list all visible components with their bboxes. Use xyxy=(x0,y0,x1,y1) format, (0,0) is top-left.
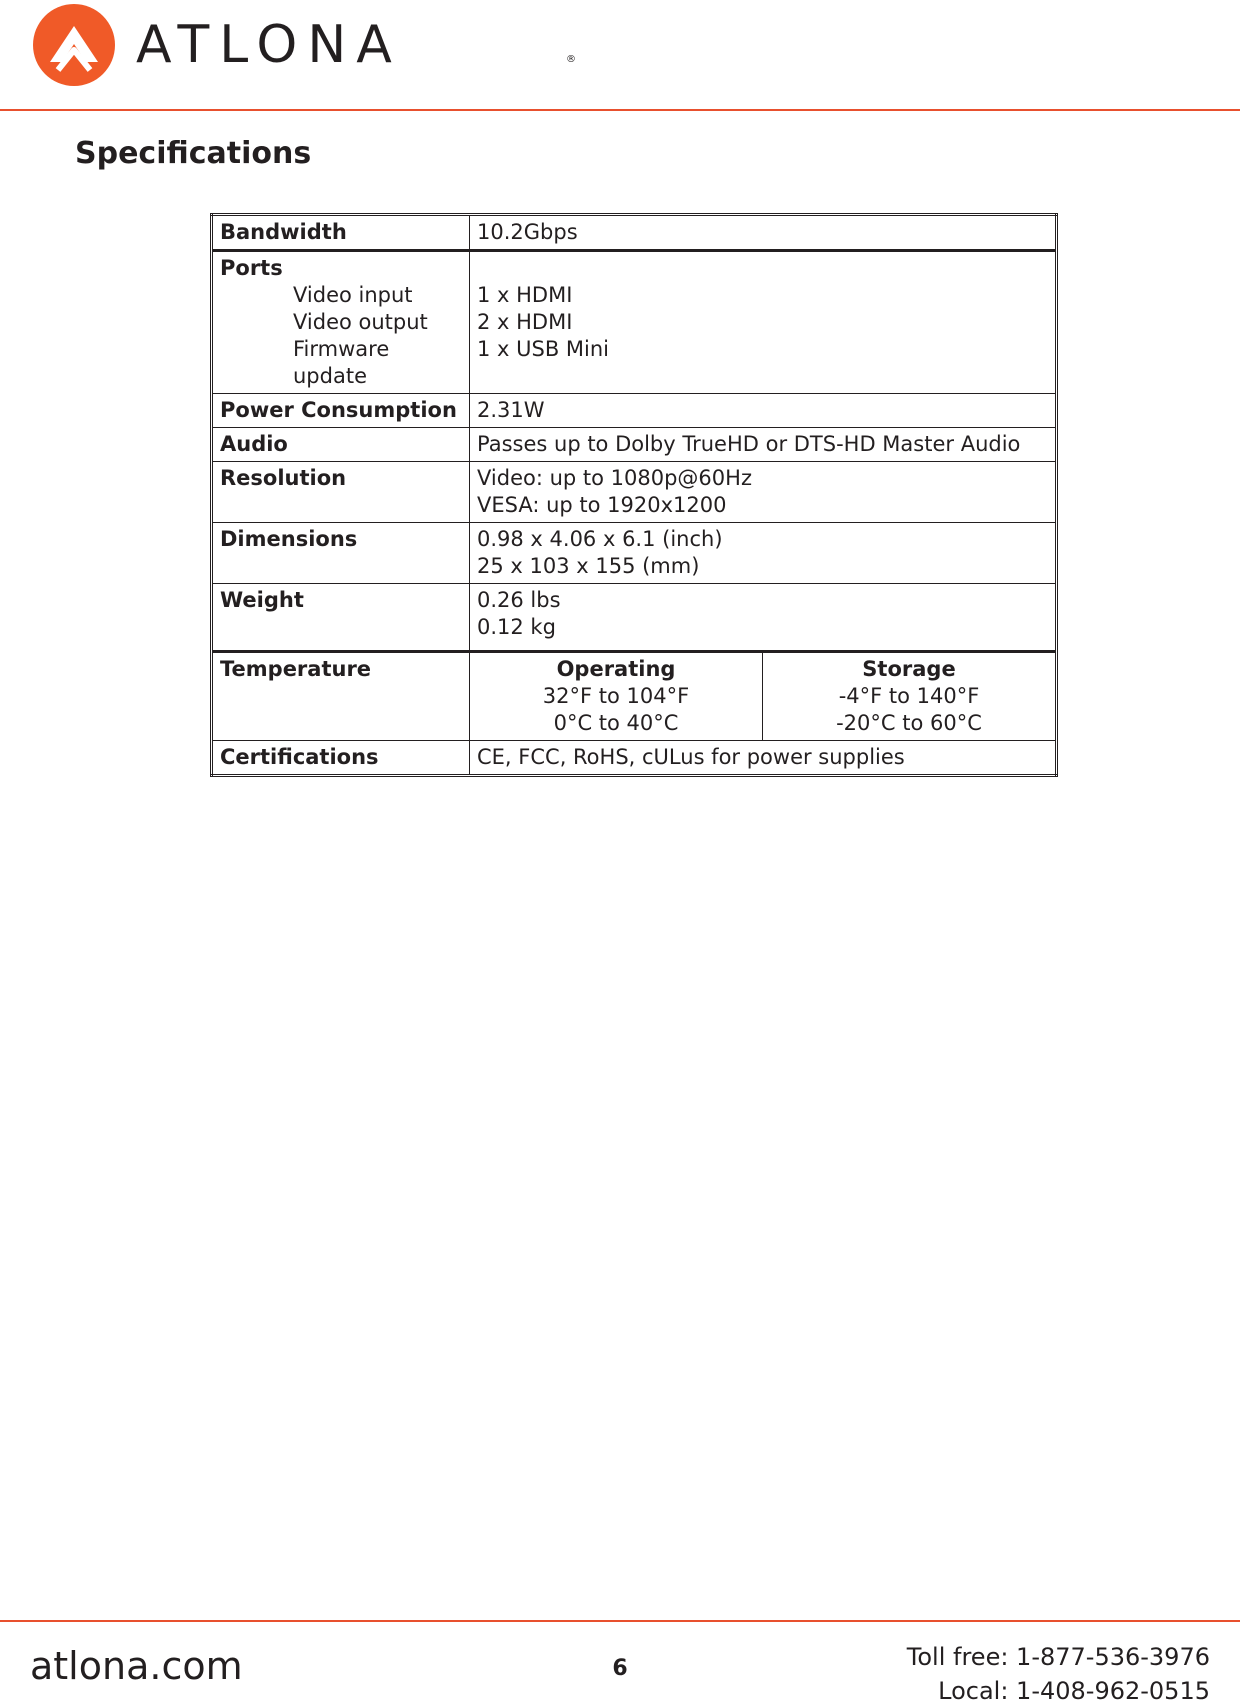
page-title: Specifications xyxy=(75,136,312,171)
weight-kg: 0.12 kg xyxy=(477,615,556,639)
ports-label-cell xyxy=(212,251,470,394)
storage-title: Storage xyxy=(862,657,956,681)
port-firmware-update-label: Firmware update xyxy=(293,337,390,388)
operating-celsius: 0°C to 40°C xyxy=(553,711,679,735)
bandwidth-value: 10.2Gbps xyxy=(470,215,1057,251)
spec-row-dimensions xyxy=(212,523,1057,584)
spec-row-temperature xyxy=(212,652,1057,741)
ports-label: Ports xyxy=(220,256,283,280)
registered-mark: ® xyxy=(566,54,576,65)
port-video-input-label: Video input xyxy=(293,283,413,307)
toll-free-number: Toll free: 1-877-536-3976 xyxy=(906,1643,1210,1671)
spec-row-bandwidth xyxy=(212,215,1057,251)
spec-row-power xyxy=(212,394,1057,428)
spec-row-weight xyxy=(212,584,1057,652)
local-number: Local: 1-408-962-0515 xyxy=(938,1677,1210,1705)
dimensions-value xyxy=(470,523,1057,584)
website-link[interactable]: atlona.com xyxy=(30,1644,243,1688)
logo-mark-icon xyxy=(33,4,115,86)
port-video-input-value: 1 x HDMI xyxy=(477,283,573,307)
bandwidth-label: Bandwidth xyxy=(212,215,470,251)
weight-value xyxy=(470,584,1057,652)
spec-row-resolution xyxy=(212,462,1057,523)
port-video-output-label: Video output xyxy=(293,310,428,334)
resolution-value xyxy=(470,462,1057,523)
audio-value: Passes up to Dolby TrueHD or DTS-HD Master Audio xyxy=(470,428,1057,462)
power-label: Power Consumption xyxy=(212,394,470,428)
spec-row-certifications xyxy=(212,741,1057,776)
resolution-label: Resolution xyxy=(212,462,470,523)
temperature-label: Temperature xyxy=(212,652,470,741)
weight-lbs: 0.26 lbs xyxy=(477,588,561,612)
port-video-output-value: 2 x HDMI xyxy=(477,310,573,334)
audio-label: Audio xyxy=(212,428,470,462)
resolution-video: Video: up to 1080p@60Hz xyxy=(477,466,752,490)
weight-label: Weight xyxy=(212,584,470,652)
dimensions-label: Dimensions xyxy=(212,523,470,584)
power-value: 2.31W xyxy=(470,394,1057,428)
atlona-logo xyxy=(28,0,588,95)
resolution-vesa: VESA: up to 1920x1200 xyxy=(477,493,727,517)
operating-title: Operating xyxy=(556,657,676,681)
temperature-operating xyxy=(470,652,763,741)
temperature-storage xyxy=(763,652,1057,741)
footer-rule xyxy=(0,1620,1240,1622)
dimensions-inch: 0.98 x 4.06 x 6.1 (inch) xyxy=(477,527,723,551)
storage-fahrenheit: -4°F to 140°F xyxy=(838,684,980,708)
page-number: 6 xyxy=(612,1656,628,1681)
specifications-table xyxy=(210,213,1058,777)
operating-fahrenheit: 32°F to 104°F xyxy=(542,684,690,708)
port-firmware-update-value: 1 x USB Mini xyxy=(477,337,610,361)
ports-value-cell xyxy=(470,251,1057,394)
spec-row-audio xyxy=(212,428,1057,462)
header-rule xyxy=(0,109,1240,111)
certifications-label: Certifications xyxy=(212,741,470,776)
certifications-value: CE, FCC, RoHS, cULus for power supplies xyxy=(470,741,1057,776)
logo-wordmark: ATLONA xyxy=(136,15,402,75)
spec-row-ports xyxy=(212,251,1057,394)
storage-celsius: -20°C to 60°C xyxy=(836,711,982,735)
dimensions-mm: 25 x 103 x 155 (mm) xyxy=(477,554,700,578)
